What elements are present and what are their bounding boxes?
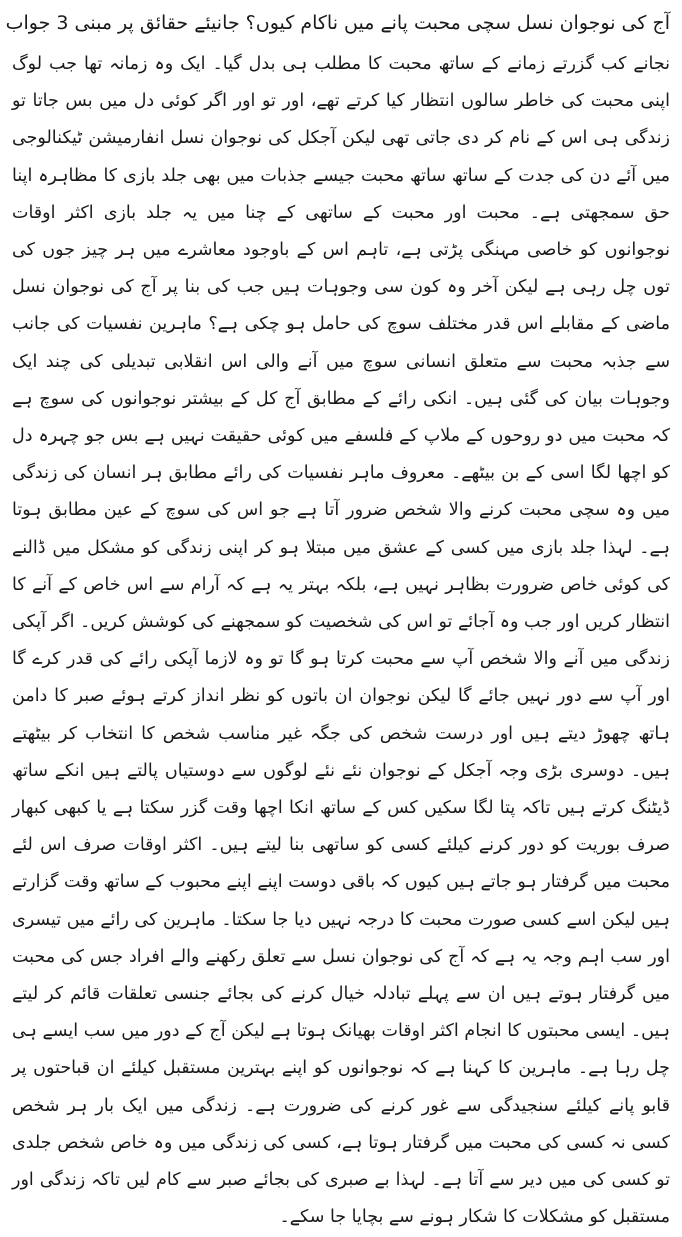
article-title: آج کی نوجوان نسل سچی محبت پانے میں ناکام کیوں؟ جانیئے حقائق پر مبنی 3 جواب <box>5 12 670 34</box>
article-body: نجانے کب گزرتے زمانے کے ساتھ محبت کا مطلب ہی بدل گیا۔ ایک وہ زمانہ تھا جب لوگ اپنی محبت کی خاطر سالوں انتظار کیا کرتے تھے، اور تو اور اگر کوئی دل میں بس جاتا تو زندگی ہی اس کے نام کر دی جاتی تھی لیکن آجکل کی نوجوان نسل انفارمیشن ٹیکنالوجی میں آئے دن کی جدت کے ساتھ ساتھ محبت جیسے جذبات میں بھی جلد بازی کا مظاہرہ اپنا حق سمجھتی ہے۔ محبت اور محبت کے ساتھی کے چنا میں یہ جلد بازی اکثر اوقات نوجوانوں کو خاصی مہنگی پڑتی ہے، تاہم اس کے باوجود معاشرے میں ہر چیز جوں کی توں چل رہی ہے لیکن آخر وہ کون سی وجوہات ہیں جب کی بنا پر آج کی نوجوان نسل ماضی کے مقابلے اس قدر مختلف سوچ کی حامل ہو چکی ہے؟ ماہرین نفسیات کی جانب سے جذبہ محبت سے متعلق انسانی سوچ میں آنے والی اس انقلابی تبدیلی کی چند ایک وجوہات بیان کی گئی ہیں۔ انکی رائے کے مطابق آج کل کے بیشتر نوجوانوں کی سوچ ہے کہ محبت میں دو روحوں کے ملاپ کے فلسفے میں کوئی حقیقت نہیں ہے بس جو چہرہ دل کو اچھا لگا اسی کے بن بیٹھے۔ معروف ماہر نفسیات کی رائے مطابق ہر انسان کی زندگی میں وہ سچی محبت کرنے والا شخص ضرور آتا ہے جو اس کی سوچ کے عین مطابق ہوتا ہے۔ لہذا جلد بازی میں کسی کے عشق میں مبتلا ہو کر اپنی زندگی کو مشکل میں ڈالنے کی کوئی خاص ضرورت بظاہر نہیں ہے، بلکہ بہتر یہ ہے کہ آرام سے اس خاص کے آنے کا انتظار کریں اور جب وہ آجائے تو اس کی شخصیت کو سمجھنے کی کوشش کریں۔ اگر آپکی زندگی میں آنے والا شخص آپ سے محبت کرتا ہو گا تو وہ لازما آپکی رائے کی قدر کرے گا اور آپ سے دور نہیں جائے گا لیکن نوجوان ان باتوں کو نظر انداز کرتے ہوئے صبر کا دامن ہاتھ چھوڑ دیتے ہیں اور درست شخص کی جگہ غیر مناسب شخص کا انتخاب کر بیٹھتے ہیں۔ دوسری بڑی وجہ آجکل کے نوجوان نئے نئے لوگوں سے دوستیاں پالتے ہیں انکے ساتھ ڈیٹنگ کرتے ہیں تاکہ پتا لگا سکیں کس کے ساتھ انکا اچھا وقت گزر سکتا ہے یا کبھی کبھار صرف بوریت کو دور کرنے کیلئے کسی کو ساتھی بنا لیتے ہیں۔ اکثر اوقات صرف اس لئے محبت میں گرفتار ہو جاتے ہیں کیوں کہ باقی دوست اپنے اپنے محبوب کے ساتھ وقت گزارتے ہیں لیکن اسے کسی صورت محبت کا درجہ نہیں دیا جا سکتا۔ ماہرین کی رائے میں تیسری اور سب اہم وجہ یہ ہے کہ آج کی نوجوان نسل سے تعلق رکھنے والے افراد جس کی محبت میں گرفتار ہوتے ہیں ان سے پہلے تبادلہ خیال کرنے کی بجائے جنسی تعلقات قائم کر لیتے ہیں۔ ایسی محبتوں کا انجام اکثر اوقات بھیانک ہوتا ہے لیکن آج کے دور میں سب ایسے ہی چل رہا ہے۔ ماہرین کا کہنا ہے کہ نوجوانوں کو اپنے بہترین مستقبل کیلئے ان قباحتوں پر قابو پانے کیلئے سنجیدگی سے غور کرنے کی ضرورت ہے۔ زندگی میں ایک بار ہر شخص کسی نہ کسی کی محبت میں گرفتار ہوتا ہے، کسی کی زندگی میں وہ خاص شخص جلدی تو کسی کی میں دیر سے آتا ہے۔ لہذا بے صبری کی بجائے صبر سے کام لیں تاکہ زندگی اور مستقبل کو مشکلات کا شکار ہونے سے بچایا جا سکے۔ <box>12 54 670 1228</box>
